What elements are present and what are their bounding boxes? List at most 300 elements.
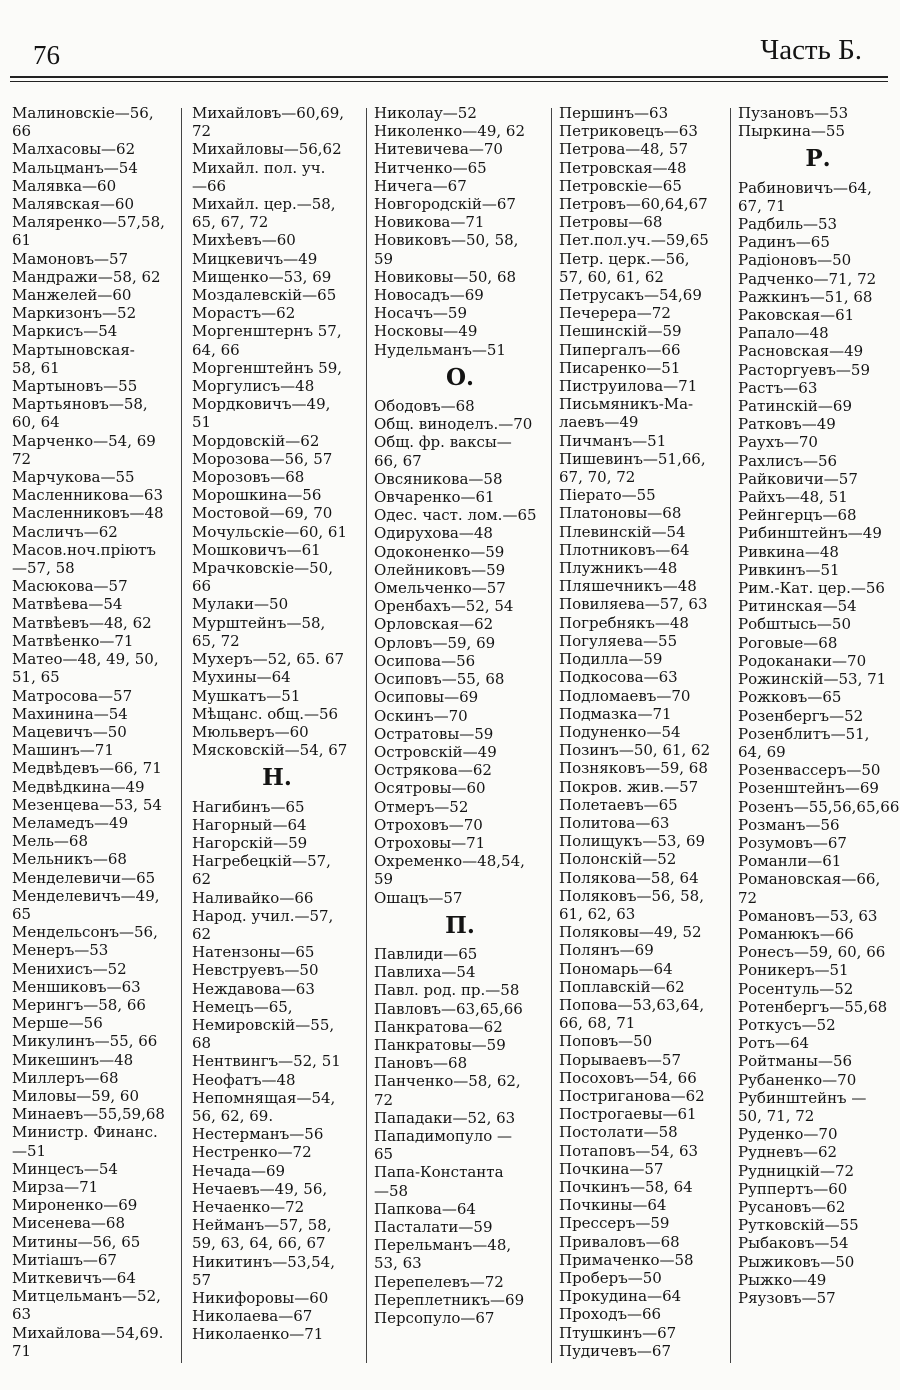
index-entry: 71 xyxy=(12,1341,32,1360)
index-entry: Матросова—57 xyxy=(12,686,133,705)
index-entry: Мисенева—68 xyxy=(12,1214,125,1233)
index-entry: Одирухова—48 xyxy=(374,524,493,543)
index-entry: —66 xyxy=(192,176,227,195)
index-entry: Минаевъ—55,59,68 xyxy=(12,1105,165,1124)
index-entry: 57, 60, 61, 62 xyxy=(559,267,664,286)
index-entry: Мюльверъ—60 xyxy=(192,722,309,741)
index-entry: Осиповъ—55, 68 xyxy=(374,670,505,689)
index-entry: Новиковы—50, 68 xyxy=(374,267,517,286)
index-entry: Манжелей—60 xyxy=(12,286,132,305)
index-entry: Поляковы—49, 52 xyxy=(559,923,702,942)
index-entry: 61 xyxy=(12,231,32,250)
column-divider xyxy=(366,108,367,1363)
index-entry: Нестерманъ—56 xyxy=(192,1125,324,1144)
index-entry: Оскинъ—70 xyxy=(374,706,468,725)
index-entry: Нейманъ—57, 58, xyxy=(192,1216,332,1235)
index-entry: Миткевичъ—64 xyxy=(12,1269,136,1287)
index-entry: Розенъ—55,56,65,66 xyxy=(738,797,900,816)
index-entry: Мѣщанс. общ.—56 xyxy=(192,704,339,723)
index-entry: 51, 65 xyxy=(12,668,60,687)
index-entry: Морозовъ—68 xyxy=(192,468,305,487)
index-entry: 56, 62, 69. xyxy=(192,1106,274,1125)
index-entry: Росентуль—52 xyxy=(738,979,854,998)
index-entry: Носковы—49 xyxy=(374,322,478,341)
index-entry: Моргулисъ—48 xyxy=(192,377,315,396)
index-entry: Пановъ—68 xyxy=(374,1054,468,1073)
column-divider xyxy=(730,108,731,1363)
index-entry: Непомнящая—54, xyxy=(192,1088,336,1107)
index-entry: Потаповъ—54, 63 xyxy=(559,1141,699,1160)
index-entry: Мерше—56 xyxy=(12,1014,103,1033)
index-entry: Ритинская—54 xyxy=(738,597,857,616)
index-entry: Морозова—56, 57 xyxy=(192,449,333,468)
index-entry: Петр. церк.—56, xyxy=(559,249,690,268)
index-entry: Проходъ—66 xyxy=(559,1305,662,1324)
index-entry: Остратовы—59 xyxy=(374,724,494,743)
index-entry: Полякова—58, 64 xyxy=(559,868,699,887)
index-entry: Николенко—49, 62 xyxy=(374,122,526,141)
index-entry: Подмазка—71 xyxy=(559,704,672,723)
index-entry: Рубаненко—70 xyxy=(738,1070,857,1089)
index-entry: Петрусакъ—54,69 xyxy=(559,286,702,305)
index-entry: Рибинштейнъ—49 xyxy=(738,524,882,543)
index-entry: 68 xyxy=(192,1034,212,1053)
index-entry: Нечаевъ—49, 56, xyxy=(192,1179,328,1198)
index-entry: Радинъ—65 xyxy=(738,233,830,252)
index-entry: 72 xyxy=(374,1090,394,1109)
index-entry: Поплавскій—62 xyxy=(559,977,685,996)
index-entry: Полянъ—69 xyxy=(559,941,654,960)
index-entry: Писаренко—51 xyxy=(559,358,681,377)
index-entry: Розенблитъ—51, xyxy=(738,724,870,743)
index-entry: 65 xyxy=(374,1145,394,1164)
index-entry: Птушкинъ—67 xyxy=(559,1323,677,1342)
index-entry: Николау—52 xyxy=(374,104,477,122)
index-entry: Мостовой—69, 70 xyxy=(192,504,333,523)
index-entry: Рутковскій—55 xyxy=(738,1216,859,1235)
index-entry: лаевъ—49 xyxy=(559,413,639,432)
index-entry: Перепелевъ—72 xyxy=(374,1272,504,1291)
index-entry: 64, 66 xyxy=(192,340,240,359)
index-entry: Менихисъ—52 xyxy=(12,959,127,978)
index-entry: Осиповы—69 xyxy=(374,688,479,707)
index-entry: 65 xyxy=(12,904,32,923)
index-entry: Повиляева—57, 63 xyxy=(559,595,708,614)
index-entry: Ройтманы—56 xyxy=(738,1052,853,1071)
index-entry: Марчукова—55 xyxy=(12,468,135,487)
index-entry: Мордовскій—62 xyxy=(192,431,320,450)
index-entry: 65, 72 xyxy=(192,631,240,650)
index-entry: Нагорный—64 xyxy=(192,815,307,834)
index-entry: —58 xyxy=(374,1181,409,1200)
index-entry: Михайловъ—60,69, xyxy=(192,104,345,122)
index-entry: Отроховы—71 xyxy=(374,833,486,852)
index-entry: Піерато—55 xyxy=(559,486,656,505)
index-entry: Одес. част. лом.—65 xyxy=(374,506,537,525)
index-entry: Пономарь—64 xyxy=(559,959,673,978)
index-entry: Ратинскій—69 xyxy=(738,397,852,416)
index-entry: 59, 63, 64, 66, 67 xyxy=(192,1234,326,1253)
index-entry: Павловъ—63,65,66 xyxy=(374,999,523,1018)
index-entry: Новгородскій—67 xyxy=(374,195,516,214)
index-entry: Нагорскій—59 xyxy=(192,833,308,852)
index-entry: Минцесъ—54 xyxy=(12,1159,118,1178)
index-entry: Моздалевскій—65 xyxy=(192,286,337,305)
index-entry: 51 xyxy=(192,413,212,432)
index-entry: Переплетникъ—69 xyxy=(374,1290,525,1309)
index-entry: Митины—56, 65 xyxy=(12,1232,141,1251)
index-entry: 64, 69 xyxy=(738,742,786,761)
index-entry: Русановъ—62 xyxy=(738,1197,846,1216)
index-entry: Михайл. пол. уч. xyxy=(192,158,326,177)
index-entry: Радіоновъ—50 xyxy=(738,251,852,270)
index-entry: Пыркина—55 xyxy=(738,122,846,141)
index-entry: Романовская—66, xyxy=(738,870,881,889)
index-entry: Рыжко—49 xyxy=(738,1270,827,1289)
index-entry: Поповъ—50 xyxy=(559,1032,653,1051)
index-entry: —57, 58 xyxy=(12,559,75,578)
index-entry: Петровскіе—65 xyxy=(559,176,682,195)
index-entry: Руденко—70 xyxy=(738,1125,838,1144)
index-entry: Нитевичева—70 xyxy=(374,140,503,159)
index-entry: 50, 71, 72 xyxy=(738,1106,815,1125)
index-entry: Ривкинъ—51 xyxy=(738,560,840,579)
index-entry: Народ. учил.—57, xyxy=(192,906,334,925)
index-entry: Полетаевъ—65 xyxy=(559,795,678,814)
section-letter-heading: Н. xyxy=(262,764,292,792)
index-entry: Почкины—64 xyxy=(559,1196,667,1215)
index-entry: Раковская—61 xyxy=(738,306,855,325)
index-entry: Миллеръ—68 xyxy=(12,1068,119,1087)
index-entry: Менеръ—53 xyxy=(12,941,109,960)
index-entry: Подуненко—54 xyxy=(559,722,681,741)
index-entry: Мицкевичъ—49 xyxy=(192,249,318,268)
index-entry: Папкова—64 xyxy=(374,1199,476,1218)
index-entry: Рабиновичъ—64, xyxy=(738,178,872,197)
index-entry: Рыжиковъ—50 xyxy=(738,1252,855,1271)
index-entry: Посоховъ—54, 66 xyxy=(559,1068,697,1087)
index-entry: Осятровы—60 xyxy=(374,779,486,798)
index-entry: 66, 68, 71 xyxy=(559,1014,636,1033)
index-entry: Постолати—58 xyxy=(559,1123,678,1142)
index-entry: Подилла—59 xyxy=(559,650,663,669)
index-entry: Новикова—71 xyxy=(374,213,485,232)
index-entry: Роникеръ—51 xyxy=(738,961,849,980)
index-entry: Персопуло—67 xyxy=(374,1309,495,1327)
index-entry: Попова—53,63,64, xyxy=(559,995,705,1014)
index-entry: Прессеръ—59 xyxy=(559,1214,670,1233)
index-column-4 xyxy=(559,104,727,1360)
index-entry: Рим.-Кат. цер.—56 xyxy=(738,579,885,598)
index-entry: Петровская—48 xyxy=(559,158,687,177)
index-entry: Медвѣдевъ—66, 71 xyxy=(12,759,162,778)
index-entry: 66 xyxy=(12,122,32,141)
index-entry: Постриганова—62 xyxy=(559,1086,705,1105)
index-entry: Михайловы—56,62 xyxy=(192,140,342,159)
section-letter-heading: Р. xyxy=(805,145,831,173)
part-title: Часть Б. xyxy=(760,34,862,66)
index-entry: Микулинъ—55, 66 xyxy=(12,1032,158,1051)
index-entry: Масличъ—62 xyxy=(12,522,118,541)
index-entry: Панкратовы—59 xyxy=(374,1035,506,1054)
index-entry: Отмеръ—52 xyxy=(374,797,469,816)
index-entry: Пляшечникъ—48 xyxy=(559,577,697,596)
index-entry: Расторгуевъ—59 xyxy=(738,360,871,379)
index-entry: Прокудина—64 xyxy=(559,1287,682,1306)
index-entry: Общ. виноделъ.—70 xyxy=(374,415,533,434)
index-entry: Митіашъ—67 xyxy=(12,1250,117,1269)
index-entry: Радбиль—53 xyxy=(738,215,838,234)
page-number: 76 xyxy=(33,40,60,70)
index-entry: Панченко—58, 62, xyxy=(374,1072,521,1091)
index-entry: Пападимопуло — xyxy=(374,1126,513,1145)
index-entry: —51 xyxy=(12,1141,47,1160)
index-entry: Рудневъ—62 xyxy=(738,1143,838,1162)
section-letter-heading: О. xyxy=(445,363,475,391)
index-entry: Романли—61 xyxy=(738,852,842,871)
index-entry: Плотниковъ—64 xyxy=(559,540,690,559)
index-entry: Подломаевъ—70 xyxy=(559,686,691,705)
index-entry: Малявка—60 xyxy=(12,176,117,195)
index-entry: Немировскій—55, xyxy=(192,1015,335,1034)
column-divider xyxy=(551,108,552,1363)
index-entry: Матвѣевъ—48, 62 xyxy=(12,613,152,632)
index-entry: Общ. фр. ваксы— xyxy=(374,433,512,452)
index-entry: Розенбергъ—52 xyxy=(738,706,864,725)
index-entry: Ошацъ—57 xyxy=(374,888,463,907)
index-entry: Павл. род. пр.—58 xyxy=(374,981,520,1000)
index-entry: Пешинскій—59 xyxy=(559,322,682,341)
index-entry: Меншиковъ—63 xyxy=(12,977,141,996)
index-entry: Миловы—59, 60 xyxy=(12,1086,140,1105)
index-entry: Невструевъ—50 xyxy=(192,961,319,980)
index-entry: Платоновы—68 xyxy=(559,504,682,523)
index-entry: 59 xyxy=(374,249,394,268)
index-entry: Райковичи—57 xyxy=(738,469,858,488)
index-entry: Новиковъ—50, 58, xyxy=(374,231,519,250)
index-entry: Пападаки—52, 63 xyxy=(374,1108,516,1127)
index-entry: 65, 67, 72 xyxy=(192,213,269,232)
index-entry: Нагребецкій—57, xyxy=(192,852,331,871)
index-entry: Меламедъ—49 xyxy=(12,813,129,832)
header-rule xyxy=(10,76,888,78)
index-entry: Почкина—57 xyxy=(559,1159,664,1178)
index-entry: Моргенштернъ 57, xyxy=(192,322,342,341)
index-entry: Морастъ—62 xyxy=(192,304,296,323)
index-entry: 57 xyxy=(192,1270,212,1289)
index-entry: Полищукъ—53, 69 xyxy=(559,832,706,851)
index-entry: Розумовъ—67 xyxy=(738,833,847,852)
index-entry: Ратковъ—49 xyxy=(738,415,836,434)
index-entry: Мартыновская- xyxy=(12,340,135,359)
index-entry: Николаенко—71 xyxy=(192,1325,324,1344)
index-entry: Перельманъ—48, xyxy=(374,1236,512,1255)
index-column-1 xyxy=(12,104,180,1360)
index-entry: Руппертъ—60 xyxy=(738,1179,848,1198)
index-entry: Полонскій—52 xyxy=(559,850,677,869)
index-entry: Мель—68 xyxy=(12,832,89,851)
index-entry: Ободовъ—68 xyxy=(374,397,475,416)
index-entry: Пипергалъ—66 xyxy=(559,340,681,359)
index-entry: Примаченко—58 xyxy=(559,1250,694,1269)
section-letter-heading: П. xyxy=(445,911,475,939)
index-entry: Масленникова—63 xyxy=(12,486,163,505)
index-entry: Роткусъ—52 xyxy=(738,1015,836,1034)
index-entry: Нентвингъ—52, 51 xyxy=(192,1052,341,1071)
index-entry: Мамоновъ—57 xyxy=(12,249,129,268)
index-entry: Овсяникова—58 xyxy=(374,469,503,488)
index-entry: 62 xyxy=(192,924,212,943)
index-entry: Матео—48, 49, 50, xyxy=(12,650,159,669)
index-entry: Ражкинъ—51, 68 xyxy=(738,287,873,306)
index-entry: Осипова—56 xyxy=(374,651,476,670)
index-entry: Носачъ—59 xyxy=(374,304,468,323)
index-entry: Марченко—54, 69 xyxy=(12,431,156,450)
column-divider xyxy=(181,108,182,1363)
index-entry: Овчаренко—61 xyxy=(374,488,495,507)
index-entry: Мерингъ—58, 66 xyxy=(12,995,146,1014)
index-entry: Пет.пол.уч.—59,65 xyxy=(559,231,709,250)
index-column-2 xyxy=(192,104,362,1344)
index-entry: 60, 64 xyxy=(12,413,60,432)
index-entry: Рахлисъ—56 xyxy=(738,451,838,470)
index-entry: Рожковъ—65 xyxy=(738,688,842,707)
index-entry: Михайлова—54,69. xyxy=(12,1323,164,1342)
index-entry: Першинъ—63 xyxy=(559,104,669,122)
index-entry: Ничега—67 xyxy=(374,176,467,195)
index-entry: Политова—63 xyxy=(559,813,670,832)
index-entry: Медвѣдкина—49 xyxy=(12,777,145,796)
index-entry: Нестренко—72 xyxy=(192,1143,312,1162)
index-entry: Ривкина—48 xyxy=(738,542,839,561)
index-entry: Мулаки—50 xyxy=(192,595,289,614)
index-entry: Моргенштейнъ 59, xyxy=(192,358,343,377)
index-entry: Ряузовъ—57 xyxy=(738,1289,836,1307)
index-entry: Райхъ—48, 51 xyxy=(738,488,848,507)
index-entry: Маляренко—57,58, xyxy=(12,213,165,232)
index-entry: Мацевичъ—50 xyxy=(12,722,127,741)
index-entry: Романовъ—53, 63 xyxy=(738,906,878,925)
index-entry: Матвѣева—54 xyxy=(12,595,123,614)
index-entry: Пузановъ—53 xyxy=(738,104,849,122)
index-entry: 66 xyxy=(192,577,212,596)
index-entry: Роговые—68 xyxy=(738,633,838,652)
index-entry: 67, 70, 72 xyxy=(559,468,636,487)
index-entry: 53, 63 xyxy=(374,1254,422,1273)
index-entry: Петровы—68 xyxy=(559,213,663,232)
index-entry: Новосадъ—69 xyxy=(374,286,484,305)
index-entry: Маркисъ—54 xyxy=(12,322,118,341)
index-entry: Мартьяновъ—58, xyxy=(12,395,148,414)
index-entry: Робштысь—50 xyxy=(738,615,851,634)
index-entry: Поляковъ—56, 58, xyxy=(559,886,704,905)
index-entry: Министр. Финанс. xyxy=(12,1123,158,1142)
index-entry: Ротъ—64 xyxy=(738,1034,810,1053)
index-entry: Мушкатъ—51 xyxy=(192,686,301,705)
header-rule-thin xyxy=(10,81,888,82)
index-entry: Орловъ—59, 69 xyxy=(374,633,496,652)
index-entry: Розенштейнъ—69 xyxy=(738,779,879,798)
index-entry: Радченко—71, 72 xyxy=(738,269,877,288)
index-entry: Рожинскій—53, 71 xyxy=(738,670,887,689)
index-entry: Рубинштейнъ — xyxy=(738,1088,867,1107)
index-entry: 72 xyxy=(192,122,212,141)
index-entry: Наливайко—66 xyxy=(192,888,314,907)
index-entry: Печерера—72 xyxy=(559,304,671,323)
index-entry: Микешинъ—48 xyxy=(12,1050,134,1069)
index-entry: Мальцманъ—54 xyxy=(12,158,138,177)
index-entry: Мухеръ—52, 65. 67 xyxy=(192,650,344,669)
index-entry: Павлиха—54 xyxy=(374,963,476,982)
index-entry: Матвѣенко—71 xyxy=(12,631,134,650)
index-entry: Построгаевы—61 xyxy=(559,1105,697,1124)
index-entry: Романюкъ—66 xyxy=(738,924,854,943)
index-entry: Пудичевъ—67 xyxy=(559,1341,672,1360)
index-entry: Николаева—67 xyxy=(192,1307,313,1326)
index-entry: Погребнякъ—48 xyxy=(559,613,689,632)
index-entry: Подкосова—63 xyxy=(559,668,678,687)
index-entry: Натензоны—65 xyxy=(192,943,315,962)
index-entry: Менделевичъ—49, xyxy=(12,886,160,905)
index-entry: 62 xyxy=(192,870,212,889)
index-entry: Нечаенко—72 xyxy=(192,1197,305,1216)
index-entry: Мельникъ—68 xyxy=(12,850,127,869)
index-entry: Митцельманъ—52, xyxy=(12,1287,161,1306)
index-entry: Мясковскій—54, 67 xyxy=(192,741,348,760)
index-entry: Мартыновъ—55 xyxy=(12,377,138,396)
index-entry: Мрачковскіе—50, xyxy=(192,559,333,578)
index-entry: Махинина—54 xyxy=(12,704,128,723)
index-entry: Плужникъ—48 xyxy=(559,559,678,578)
index-entry: Нагибинъ—65 xyxy=(192,797,305,816)
index-entry: Раухъ—70 xyxy=(738,433,818,452)
index-entry: Растъ—63 xyxy=(738,378,818,397)
index-entry: Петрова—48, 57 xyxy=(559,140,688,159)
index-entry: Мироненко—69 xyxy=(12,1196,138,1215)
index-entry: Немецъ—65, xyxy=(192,997,293,1016)
index-entry: Пичманъ—51 xyxy=(559,431,667,450)
index-entry: 59 xyxy=(374,870,394,889)
index-entry: Неофатъ—48 xyxy=(192,1070,296,1089)
index-entry: 66, 67 xyxy=(374,451,422,470)
index-entry: Позинъ—50, 61, 62 xyxy=(559,741,711,760)
index-entry: Пасталати—59 xyxy=(374,1217,493,1236)
index-entry: Нудельманъ—51 xyxy=(374,340,506,359)
index-entry: Маркизонъ—52 xyxy=(12,304,137,323)
index-entry: Мандражи—58, 62 xyxy=(12,267,161,286)
index-entry: Рудницкій—72 xyxy=(738,1161,855,1180)
index-entry: Омельченко—57 xyxy=(374,579,506,598)
index-entry: Нечада—69 xyxy=(192,1161,286,1180)
index-entry: Михѣевъ—60 xyxy=(192,231,296,250)
index-entry: 72 xyxy=(12,449,32,468)
index-entry: Мошковичъ—61 xyxy=(192,540,321,559)
index-entry: Расновская—49 xyxy=(738,342,864,361)
index-entry: Одоконенко—59 xyxy=(374,542,505,561)
index-entry: Почкинъ—58, 64 xyxy=(559,1177,693,1196)
index-entry: Петриковецъ—63 xyxy=(559,122,698,141)
index-entry: Михайл. цер.—58, xyxy=(192,195,336,214)
index-entry: Мищенко—53, 69 xyxy=(192,267,332,286)
index-entry: 72 xyxy=(738,888,758,907)
index-entry: Мухины—64 xyxy=(192,668,291,687)
index-entry: Рейнгерцъ—68 xyxy=(738,506,857,525)
index-entry: Нитченко—65 xyxy=(374,158,487,177)
index-entry: Позняковъ—59, 68 xyxy=(559,759,708,778)
index-entry: Пиструилова—71 xyxy=(559,377,698,396)
index-entry: Павлиди—65 xyxy=(374,944,478,963)
index-entry: Пишевинъ—51,66, xyxy=(559,449,706,468)
